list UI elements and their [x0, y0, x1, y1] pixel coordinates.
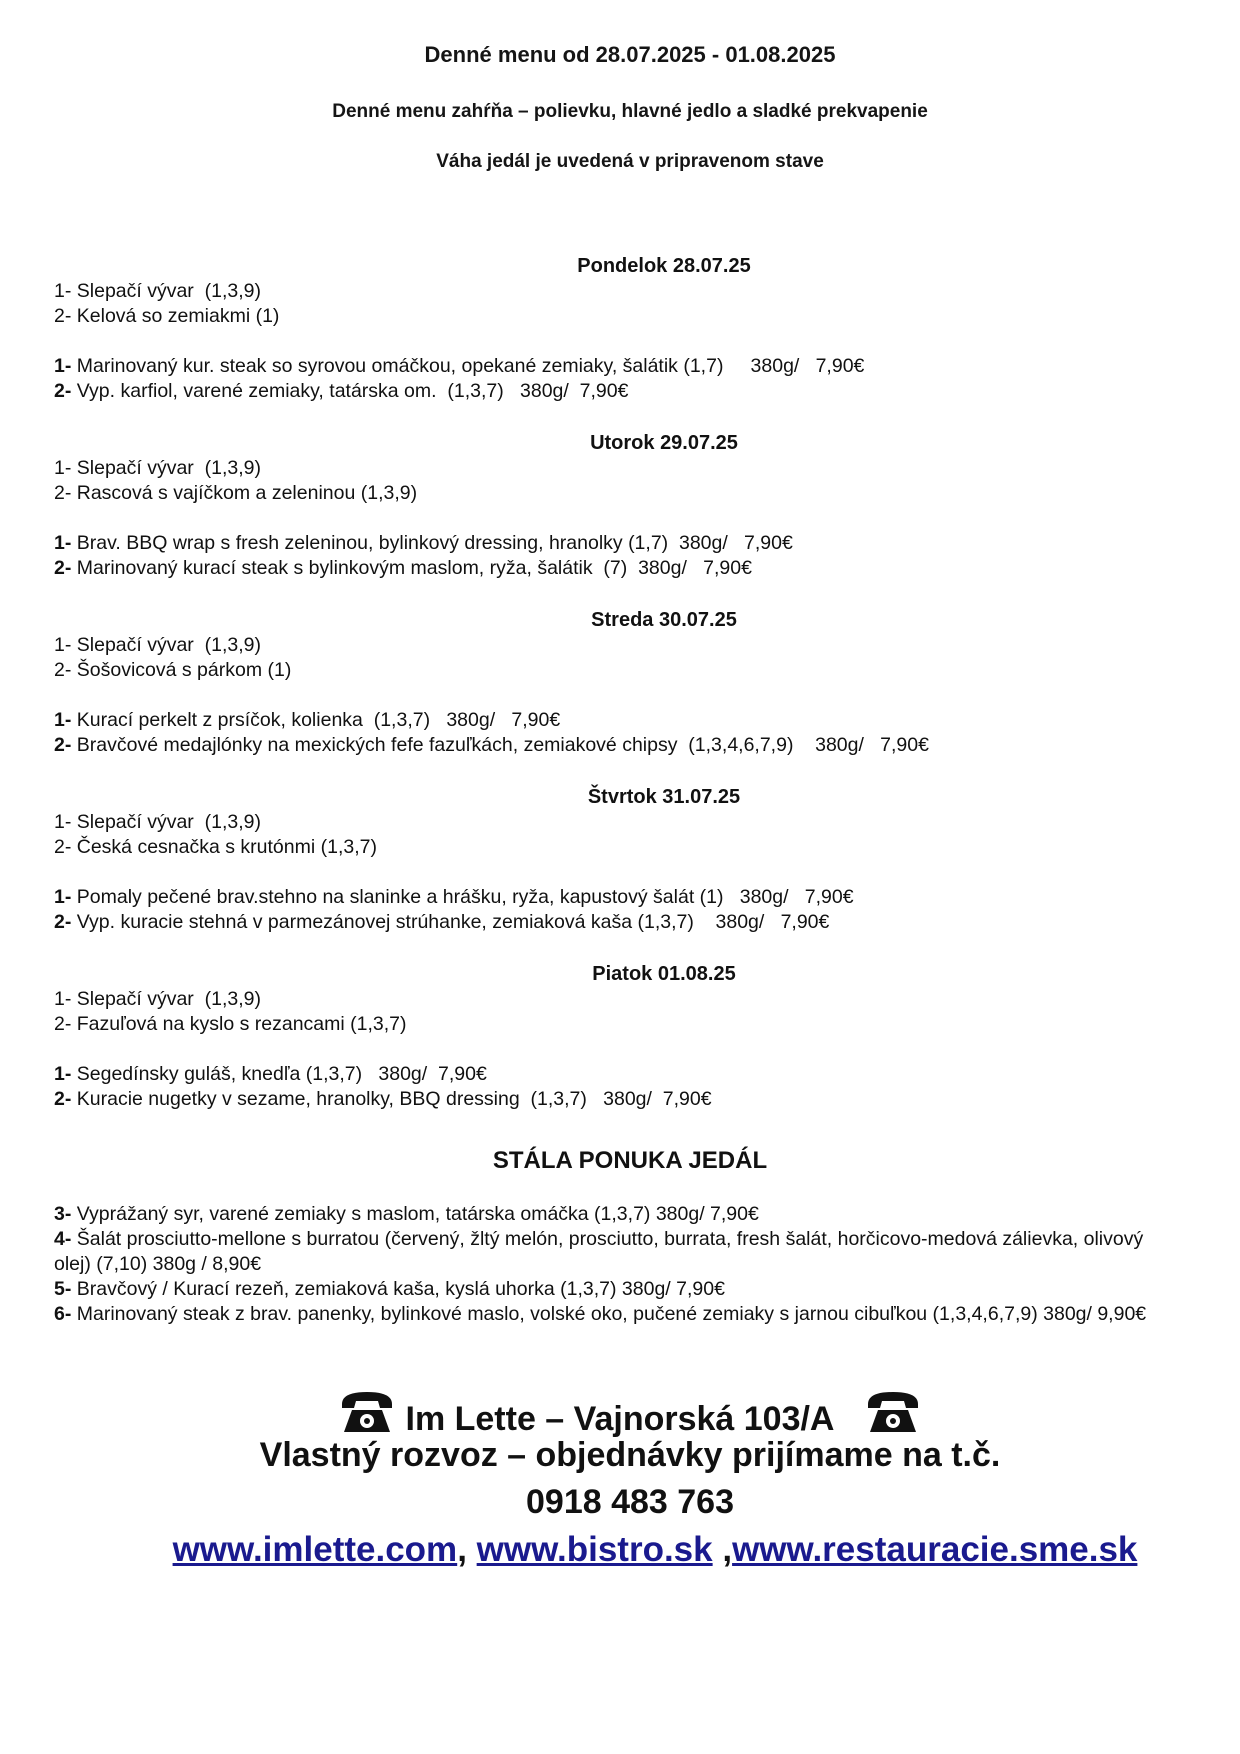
- day-title: Streda 30.07.25: [591, 609, 737, 631]
- dish-number: 2-: [54, 557, 72, 579]
- dish-number: 2-: [54, 911, 72, 933]
- link-separator: ,: [712, 1530, 733, 1569]
- permanent-dish: [54, 1302, 1184, 1327]
- dish-text: Brav. BBQ wrap s fresh zeleninou, bylinkový dressing, hranolky (1,7) 380g/ 7,90€: [71, 532, 793, 554]
- soup-item: 2- Kelová so zemiakmi (1): [54, 305, 280, 327]
- permanent-dish: [54, 1227, 1184, 1277]
- dish-text: Vyprážaný syr, varené zemiaky s maslom, tatárska omáčka (1,3,7) 380g/ 7,90€: [71, 1203, 759, 1225]
- link-separator: ,: [457, 1530, 477, 1569]
- restaurant-address: Im Lette – Vajnorská 103/A: [405, 1400, 835, 1438]
- main-dish: [54, 379, 1214, 404]
- delivery-info: Vlastný rozvoz – objednávky prijímame na t.č.: [259, 1436, 1001, 1474]
- dish-text: Vyp. karfiol, varené zemiaky, tatárska om. (1,3,7) 380g/ 7,90€: [71, 380, 629, 402]
- day-block-thursday: [54, 784, 1214, 935]
- menu-title: Denné menu od 28.07.2025 - 01.08.2025: [424, 42, 836, 67]
- telephone-icon: [864, 1388, 922, 1436]
- soup-item: 1- Slepačí vývar (1,3,9): [54, 811, 261, 833]
- dish-number: 6-: [54, 1303, 72, 1325]
- menu-subtitle: Denné menu zahŕňa – polievku, hlavné jedlo a sladké prekvapenie: [332, 101, 928, 122]
- restaurant-address-line: [0, 1388, 1240, 1439]
- main-dish: [54, 1062, 1214, 1087]
- dish-text: Kuracie nugetky v sezame, hranolky, BBQ dressing (1,3,7) 380g/ 7,90€: [71, 1088, 712, 1110]
- dish-number: 1-: [54, 355, 72, 377]
- link-restauracie[interactable]: www.restauracie.sme.sk: [732, 1530, 1138, 1569]
- main-dish: [54, 1087, 1214, 1112]
- soup-item: 1- Slepačí vývar (1,3,9): [54, 457, 261, 479]
- soup-item: 2- Rascová s vajíčkom a zeleninou (1,3,9): [54, 482, 418, 504]
- dish-text: Bravčový / Kurací rezeň, zemiaková kaša, kyslá uhorka (1,3,7) 380g/ 7,90€: [71, 1278, 725, 1300]
- soup-item: 2- Fazuľová na kyslo s rezancami (1,3,7): [54, 1013, 407, 1035]
- dish-number: 3-: [54, 1203, 72, 1225]
- permanent-dish: [54, 1277, 1184, 1302]
- permanent-offer-title: STÁLA PONUKA JEDÁL: [492, 1147, 768, 1174]
- soup-item: 1- Slepačí vývar (1,3,9): [54, 634, 261, 656]
- main-dish: [54, 910, 1214, 935]
- link-imlette[interactable]: www.imlette.com: [172, 1530, 458, 1569]
- phone-number: 0918 483 763: [526, 1483, 734, 1521]
- link-bistro[interactable]: www.bistro.sk: [476, 1530, 713, 1569]
- permanent-offer-list: [54, 1202, 1184, 1327]
- soup-item: 2- Šošovicová s párkom (1): [54, 659, 292, 681]
- dish-text: Marinovaný steak z brav. panenky, bylinkové maslo, volské oko, pučené zemiaky s jarnou cibuľkou (1,3,4,6,7,9) 380g/ 9,90€: [71, 1303, 1147, 1325]
- main-dish: [54, 354, 1214, 379]
- dish-text: Kurací perkelt z prsíčok, kolienka (1,3,7) 380g/ 7,90€: [71, 709, 561, 731]
- main-dish: [54, 733, 1214, 758]
- website-links: [0, 1530, 1240, 1570]
- main-dish: [54, 531, 1214, 556]
- main-dish: [54, 708, 1214, 733]
- telephone-icon: [338, 1388, 396, 1436]
- dish-number: 4-: [54, 1228, 72, 1250]
- soup-item: 1- Slepačí vývar (1,3,9): [54, 280, 261, 302]
- soup-item: 2- Česká cesnačka s krutónmi (1,3,7): [54, 836, 377, 858]
- day-block-wednesday: [54, 607, 1214, 758]
- main-dish: [54, 556, 1214, 581]
- soup-item: 1- Slepačí vývar (1,3,9): [54, 988, 261, 1010]
- permanent-dish: [54, 1202, 1184, 1227]
- dish-number: 2-: [54, 1088, 72, 1110]
- dish-text: Bravčové medajlónky na mexických fefe fazuľkách, zemiakové chipsy (1,3,4,6,7,9) 380g/ 7,90€: [71, 734, 929, 756]
- dish-number: 1-: [54, 709, 72, 731]
- dish-text: Marinovaný kur. steak so syrovou omáčkou, opekané zemiaky, šalátik (1,7) 380g/ 7,90€: [71, 355, 865, 377]
- dish-text: Šalát prosciutto-mellone s burratou (červený, žltý melón, prosciutto, burrata, fresh šalát, horčicovo-medová zálievka, olivový olej) (7,10) 380g / 8,90€: [54, 1228, 1144, 1275]
- main-dish: [54, 885, 1214, 910]
- dish-number: 5-: [54, 1278, 72, 1300]
- dish-number: 1-: [54, 532, 72, 554]
- day-block-monday: [54, 253, 1214, 404]
- dish-number: 1-: [54, 1063, 72, 1085]
- day-title: Štvrtok 31.07.25: [587, 786, 741, 808]
- weight-note: Váha jedál je uvedená v pripravenom stave: [436, 151, 824, 172]
- day-block-friday: [54, 961, 1214, 1112]
- dish-text: Segedínsky guláš, knedľa (1,3,7) 380g/ 7,90€: [71, 1063, 487, 1085]
- day-block-tuesday: [54, 430, 1214, 581]
- dish-text: Marinovaný kurací steak s bylinkovým maslom, ryža, šalátik (7) 380g/ 7,90€: [71, 557, 752, 579]
- day-title: Pondelok 28.07.25: [577, 255, 751, 277]
- day-title: Piatok 01.08.25: [592, 963, 736, 985]
- dish-number: 2-: [54, 734, 72, 756]
- dish-text: Pomaly pečené brav.stehno na slaninke a hrášku, ryža, kapustový šalát (1) 380g/ 7,90€: [71, 886, 854, 908]
- day-title: Utorok 29.07.25: [590, 432, 738, 454]
- dish-text: Vyp. kuracie stehná v parmezánovej strúhanke, zemiaková kaša (1,3,7) 380g/ 7,90€: [71, 911, 830, 933]
- dish-number: 2-: [54, 380, 72, 402]
- dish-number: 1-: [54, 886, 72, 908]
